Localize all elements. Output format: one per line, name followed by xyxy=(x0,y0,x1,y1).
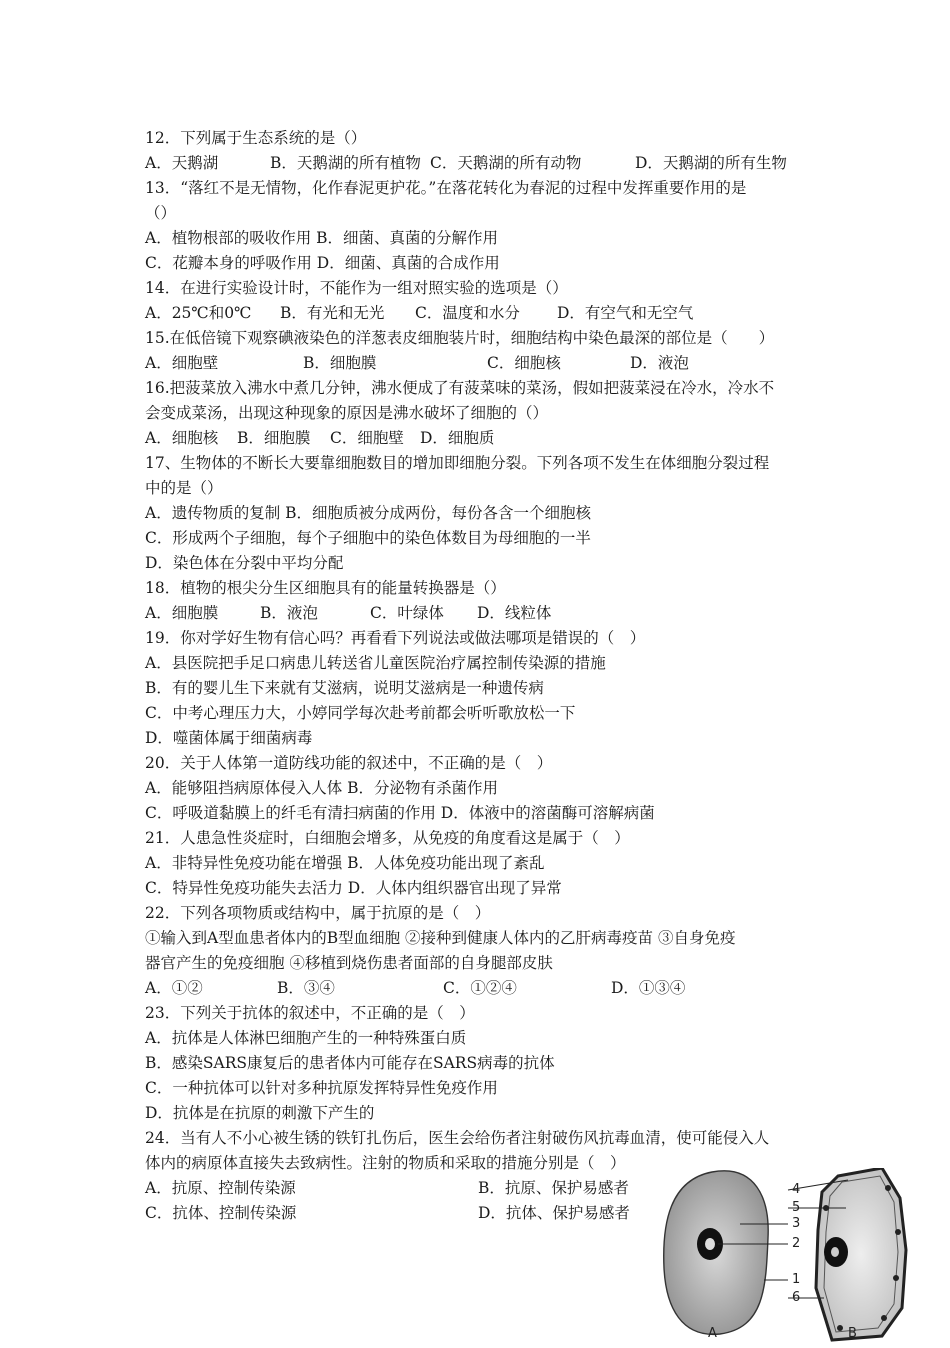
q18-option-a: A．细胞膜 xyxy=(145,604,219,622)
question-18-stem: 18．植物的根尖分生区细胞具有的能量转换器是（） xyxy=(145,579,506,597)
q18-option-c: C．叶绿体 xyxy=(370,604,444,622)
q15-option-d: D．液泡 xyxy=(630,354,689,372)
label-5: 5 xyxy=(792,1200,801,1215)
q19-option-c: C．中考心理压力大，小婷同学每次赴考前都会听听歌放松一下 xyxy=(145,704,576,722)
question-24-stem: 24．当有人不小心被生锈的铁钉扎伤后，医生会给伤者注射破伤风抗毒血清，使可能侵入人 xyxy=(145,1129,770,1147)
q17-option-ab: A．遗传物质的复制 B．细胞质被分成两份，每份各含一个细胞核 xyxy=(145,504,592,522)
label-3: 3 xyxy=(792,1216,801,1231)
q13-option-cd: C．花瓣本身的呼吸作用 D．细菌、真菌的合成作用 xyxy=(145,254,500,272)
q16-option-b: B．细胞膜 xyxy=(237,429,311,447)
cell-b-label: B xyxy=(848,1326,857,1341)
q12-option-a: A．天鹅湖 xyxy=(145,154,219,172)
q23-option-b: B．感染SARS康复后的患者体内可能存在SARS病毒的抗体 xyxy=(145,1054,555,1072)
question-13-stem: 13．“落红不是无情物，化作春泥更护花。”在落花转化为春泥的过程中发挥重要作用的是 xyxy=(145,179,747,197)
q24-option-a: A．抗原、控制传染源 xyxy=(145,1179,296,1197)
q24-option-c: C．抗体、控制传染源 xyxy=(145,1204,297,1222)
question-17-stem: 17、生物体的不断长大要靠细胞数目的增加即细胞分裂。下列各项不发生在体细胞分裂过程 xyxy=(145,454,770,472)
q18-option-d: D．线粒体 xyxy=(477,604,552,622)
label-6: 6 xyxy=(792,1290,801,1305)
question-12-stem: 12．下列属于生态系统的是（） xyxy=(145,129,367,147)
q13-option-ab: A．植物根部的吸收作用 B．细菌、真菌的分解作用 xyxy=(145,229,499,247)
q20-option-cd: C．呼吸道黏膜上的纤毛有清扫病菌的作用 D．体液中的溶菌酶可溶解病菌 xyxy=(145,804,655,822)
q18-option-b: B．液泡 xyxy=(260,604,318,622)
q22-items-cont: 器官产生的免疫细胞 ④移植到烧伤患者面部的自身腿部皮肤 xyxy=(145,954,553,972)
q19-option-a: A．县医院把手足口病患儿转送省儿童医院治疗属控制传染源的措施 xyxy=(145,654,606,672)
question-20-stem: 20．关于人体第一道防线功能的叙述中，不正确的是（ ） xyxy=(145,754,553,772)
q12-option-c: C．天鹅湖的所有动物 xyxy=(430,154,582,172)
q22-option-c: C．①②④ xyxy=(443,979,517,997)
q12-option-b: B．天鹅湖的所有植物 xyxy=(270,154,421,172)
q14-option-c: C．温度和水分 xyxy=(415,304,520,322)
q15-option-c: C．细胞核 xyxy=(487,354,561,372)
q23-option-a: A．抗体是人体淋巴细胞产生的一种特殊蛋白质 xyxy=(145,1029,467,1047)
q19-option-d: D．噬菌体属于细菌病毒 xyxy=(145,729,313,747)
question-17-stem-cont: 中的是（） xyxy=(145,479,223,497)
label-1: 1 xyxy=(792,1272,801,1287)
q22-items: ①输入到A型血患者体内的B型血细胞 ②接种到健康人体内的乙肝病毒疫苗 ③自身免疫 xyxy=(145,929,736,947)
question-24-stem-cont: 体内的病原体直接失去致病性。注射的物质和采取的措施分别是（ ） xyxy=(145,1154,626,1172)
question-22-stem: 22．下列各项物质或结构中，属于抗原的是（ ） xyxy=(145,904,491,922)
q14-option-d: D．有空气和无空气 xyxy=(557,304,694,322)
question-15-stem: 15.在低倍镜下观察碘液染色的洋葱表皮细胞装片时，细胞结构中染色最深的部位是（ ） xyxy=(145,329,775,347)
q22-option-d: D．①③④ xyxy=(611,979,686,997)
q14-option-b: B．有光和无光 xyxy=(280,304,385,322)
q23-option-c: C．一种抗体可以针对多种抗原发挥特异性免疫作用 xyxy=(145,1079,498,1097)
q22-option-b: B．③④ xyxy=(277,979,335,997)
cell-diagram xyxy=(660,1168,920,1344)
question-19-stem: 19．你对学好生物有信心吗？再看看下列说法或做法哪项是错误的（ ） xyxy=(145,629,646,647)
q15-option-a: A．细胞壁 xyxy=(145,354,219,372)
question-16-stem-cont: 会变成菜汤，出现这种现象的原因是沸水破坏了细胞的（） xyxy=(145,404,549,422)
q16-option-d: D．细胞质 xyxy=(420,429,495,447)
q12-option-d: D．天鹅湖的所有生物 xyxy=(635,154,787,172)
q17-option-c: C．形成两个子细胞，每个子细胞中的染色体数目为母细胞的一半 xyxy=(145,529,591,547)
cell-a-label: A xyxy=(708,1326,717,1341)
q16-option-a: A．细胞核 xyxy=(145,429,219,447)
label-4: 4 xyxy=(792,1182,801,1197)
q17-option-d: D．染色体在分裂中平均分配 xyxy=(145,554,344,572)
label-2: 2 xyxy=(792,1236,801,1251)
question-23-stem: 23．下列关于抗体的叙述中，不正确的是（ ） xyxy=(145,1004,475,1022)
question-14-stem: 14．在进行实验设计时，不能作为一组对照实验的选项是（） xyxy=(145,279,568,297)
q15-option-b: B．细胞膜 xyxy=(303,354,377,372)
q19-option-b: B．有的婴儿生下来就有艾滋病，说明艾滋病是一种遗传病 xyxy=(145,679,544,697)
q21-option-ab: A．非特异性免疫功能在增强 B．人体免疫功能出现了紊乱 xyxy=(145,854,545,872)
q21-option-cd: C．特异性免疫功能失去活力 D．人体内组织器官出现了异常 xyxy=(145,879,562,897)
question-21-stem: 21．人患急性炎症时，白细胞会增多，从免疫的角度看这是属于（ ） xyxy=(145,829,630,847)
q23-option-d: D．抗体是在抗原的刺激下产生的 xyxy=(145,1104,375,1122)
q24-option-d: D．抗体、保护易感者 xyxy=(478,1204,630,1222)
q14-option-a: A．25℃和0℃ xyxy=(145,304,252,322)
q20-option-ab: A．能够阻挡病原体侵入人体 B．分泌物有杀菌作用 xyxy=(145,779,499,797)
question-13-stem-cont: （） xyxy=(145,204,177,222)
cell-diagram-svg xyxy=(660,1168,920,1344)
q24-option-b: B．抗原、保护易感者 xyxy=(478,1179,629,1197)
question-16-stem: 16.把菠菜放入沸水中煮几分钟，沸水便成了有菠菜味的菜汤，假如把菠菜浸在冷水，冷水不 xyxy=(145,379,775,397)
q16-option-c: C．细胞壁 xyxy=(330,429,404,447)
q22-option-a: A．①② xyxy=(145,979,203,997)
